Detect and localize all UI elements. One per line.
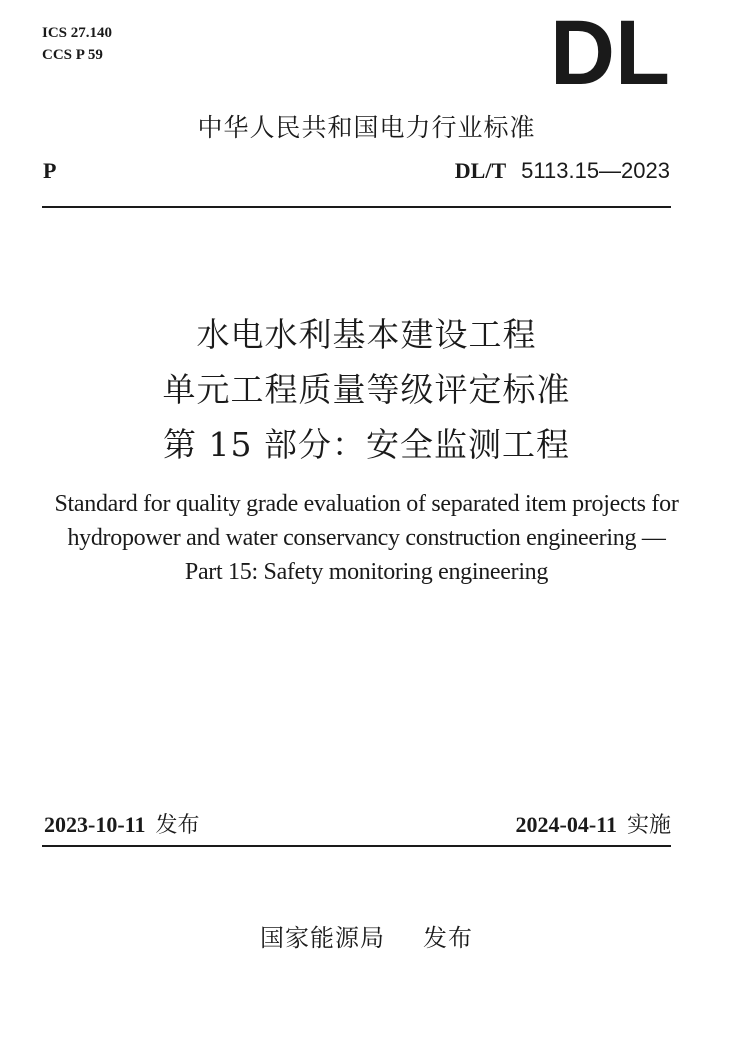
category-title: 中华人民共和国电力行业标准 [197,113,536,142]
issue-word: 发布 [155,813,200,838]
en-title-line2: hydropower and water conservancy construction engineering — [67,525,666,551]
cn-title-line2: 单元工程质量等级评定标准 [162,370,571,409]
category-letter: P [43,158,57,183]
implement-date-line [516,808,671,839]
implement-word: 实施 [626,813,671,838]
issue-date-line [44,808,199,839]
dl-logo [548,14,672,90]
en-title-line3: Part 15: Safety monitoring engineering [184,559,549,585]
ccs-code: CCS P 59 [42,47,103,63]
issuer-word: 发布 [423,924,473,952]
issue-date: 2023-10-11 [44,812,146,837]
cn-title-line3: 第 15 部分：安全监测工程 [163,425,570,464]
footer-divider [42,845,671,847]
ics-code: ICS 27.140 [42,25,113,41]
en-title-line1: Standard for quality grade evaluation of separated item projects for [54,491,679,517]
issuer-name: 国家能源局 [260,924,385,952]
standard-number [455,158,670,184]
header-divider [42,206,671,208]
en-title [30,487,703,589]
standard-number-prefix: DL/T [454,158,507,183]
standard-number-value: 5113.15—2023 [521,158,670,183]
issuer-line [0,918,733,953]
implement-date: 2024-04-11 [515,812,617,837]
cn-title-line1: 水电水利基本建设工程 [196,315,537,354]
dl-logo-text: DL [550,14,670,90]
